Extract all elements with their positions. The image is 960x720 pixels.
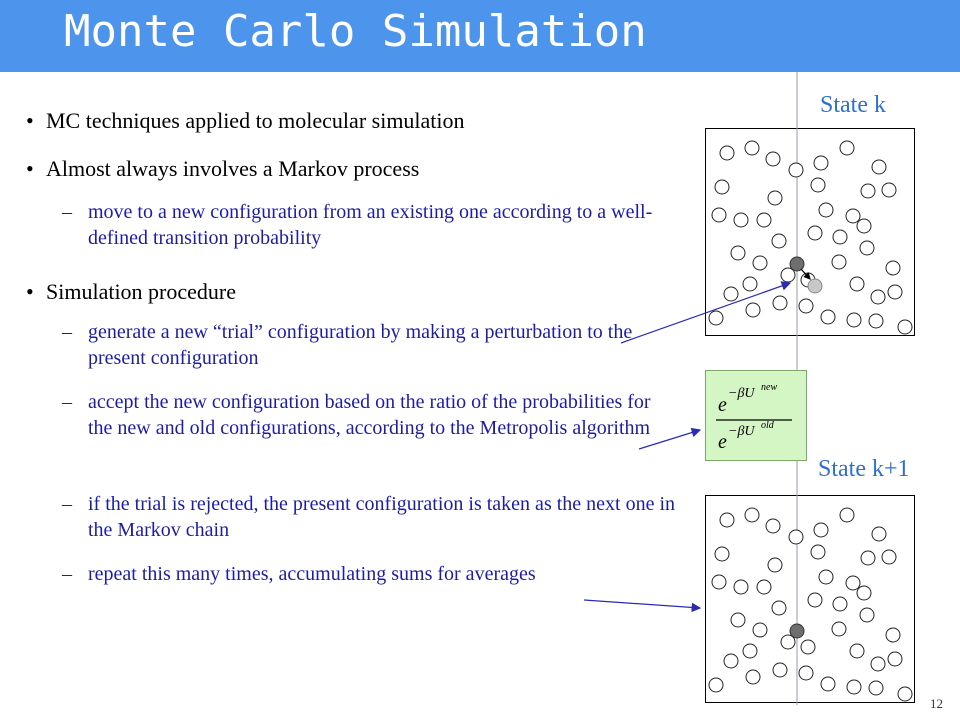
- particle: [833, 230, 847, 244]
- slide-title: Monte Carlo Simulation: [64, 6, 647, 57]
- particle: [869, 314, 883, 328]
- numerator-base: e: [718, 394, 727, 416]
- particle: [773, 296, 787, 310]
- particle: [861, 551, 875, 565]
- particle: [850, 277, 864, 291]
- particle: [789, 163, 803, 177]
- particle: [746, 670, 760, 684]
- particle: [743, 277, 757, 291]
- numerator-exponent: −βU: [728, 386, 755, 401]
- particle: [872, 160, 886, 174]
- particle: [712, 575, 726, 589]
- particle: [731, 246, 745, 260]
- particles-state-k: [709, 141, 912, 334]
- particle: [869, 681, 883, 695]
- denominator-superscript: old: [761, 420, 774, 431]
- denominator-base: e: [718, 431, 727, 453]
- selected-particle-accepted: [790, 624, 804, 638]
- particle: [814, 523, 828, 537]
- particle: [861, 184, 875, 198]
- sub-bullet-text: generate a new “trial” configuration by making a perturbation to the present configuration: [88, 321, 633, 369]
- particle: [753, 623, 767, 637]
- particle: [801, 640, 815, 654]
- particle: [821, 677, 835, 691]
- trial-particle-position: [808, 279, 822, 293]
- particle: [745, 141, 759, 155]
- particle: [811, 545, 825, 559]
- particle: [724, 654, 738, 668]
- particle: [709, 311, 723, 325]
- particle: [840, 508, 854, 522]
- particle: [724, 287, 738, 301]
- slide-number: 12: [930, 696, 943, 711]
- particle: [846, 576, 860, 590]
- bullet-text: Almost always involves a Markov process: [46, 156, 420, 181]
- particle: [850, 644, 864, 658]
- bullet-text: MC techniques applied to molecular simulation: [46, 108, 465, 133]
- dash-icon: –: [62, 391, 72, 413]
- particle: [808, 593, 822, 607]
- arrow-accept-to-formula: [639, 430, 700, 449]
- particle: [734, 213, 748, 227]
- particle: [840, 141, 854, 155]
- particle: [860, 241, 874, 255]
- bullet-icon: •: [26, 279, 34, 304]
- bullet-icon: •: [26, 108, 34, 133]
- particle: [847, 313, 861, 327]
- particle: [857, 219, 871, 233]
- sub-bullet-text: accept the new configuration based on the ratio of the probabilities for the new and old configurations, according to the Metropolis algorithm: [88, 391, 651, 439]
- particle: [808, 226, 822, 240]
- particle: [882, 550, 896, 564]
- particle: [720, 146, 734, 160]
- particle: [888, 285, 902, 299]
- particle: [757, 580, 771, 594]
- particle: [766, 519, 780, 533]
- particle: [799, 666, 813, 680]
- dash-icon: –: [62, 321, 72, 343]
- metropolis-ratio-formula: [705, 370, 807, 461]
- particle: [734, 580, 748, 594]
- particle: [846, 209, 860, 223]
- particle: [871, 657, 885, 671]
- arrow-trial-to-particle: [621, 283, 790, 343]
- particle: [768, 191, 782, 205]
- particle: [857, 586, 871, 600]
- particle: [799, 299, 813, 313]
- particle: [832, 622, 846, 636]
- arrow-repeat-to-state: [584, 600, 700, 608]
- particle: [819, 203, 833, 217]
- dash-icon: –: [62, 563, 72, 585]
- particle: [886, 261, 900, 275]
- particle: [833, 597, 847, 611]
- particle: [832, 255, 846, 269]
- particle: [772, 601, 786, 615]
- dash-icon: –: [62, 201, 72, 223]
- particle: [709, 678, 723, 692]
- particle: [811, 178, 825, 192]
- particle: [712, 208, 726, 222]
- particle: [715, 547, 729, 561]
- state-k1-label: State k+1: [818, 456, 910, 482]
- particle: [768, 558, 782, 572]
- particle: [743, 644, 757, 658]
- sub-bullet-text: repeat this many times, accumulating sums for averages: [88, 563, 536, 585]
- particle: [757, 213, 771, 227]
- particle: [720, 513, 734, 527]
- particle: [888, 652, 902, 666]
- sub-bullet-text: move to a new configuration from an existing one according to a well-defined transition probability: [88, 201, 653, 249]
- particle: [886, 628, 900, 642]
- particle: [731, 613, 745, 627]
- particle: [819, 570, 833, 584]
- particle: [860, 608, 874, 622]
- denominator-exponent: −βU: [728, 424, 755, 439]
- state-k-label: State k: [820, 92, 886, 118]
- particle: [789, 530, 803, 544]
- particle: [766, 152, 780, 166]
- particle: [772, 234, 786, 248]
- particle: [715, 180, 729, 194]
- particle: [871, 290, 885, 304]
- particle: [872, 527, 886, 541]
- particle: [821, 310, 835, 324]
- particle: [898, 320, 912, 334]
- particle: [847, 680, 861, 694]
- particle: [773, 663, 787, 677]
- dash-icon: –: [62, 493, 72, 515]
- selected-particle-old: [790, 257, 804, 271]
- particle: [898, 687, 912, 701]
- sub-bullet-text: if the trial is rejected, the present configuration is taken as the next one in the Markov chain: [88, 493, 676, 541]
- particle: [814, 156, 828, 170]
- bullet-text: Simulation procedure: [46, 279, 237, 304]
- bullet-icon: •: [26, 156, 34, 181]
- particle: [753, 256, 767, 270]
- numerator-superscript: new: [761, 382, 778, 393]
- particle: [745, 508, 759, 522]
- particle: [882, 183, 896, 197]
- particles-state-k1: [709, 508, 912, 701]
- particle: [746, 303, 760, 317]
